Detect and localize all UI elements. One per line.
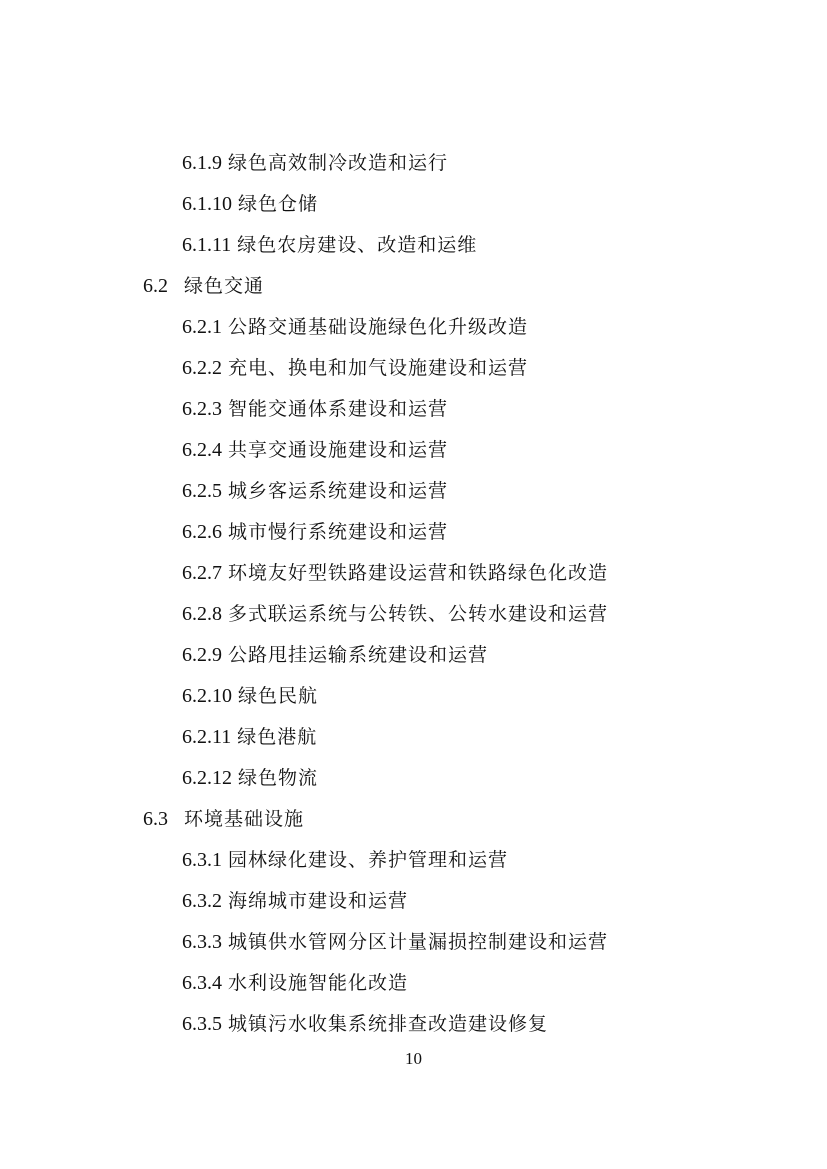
entry-text: 绿色仓储 — [238, 193, 319, 215]
entry-number: 6.2.7 — [182, 562, 222, 584]
entry-number: 6.3.3 — [182, 931, 222, 953]
entry-text: 城镇供水管网分区计量漏损控制建设和运营 — [228, 931, 609, 953]
toc-entry-6-1-11 — [182, 233, 477, 257]
toc-entry-6-2-6 — [182, 520, 448, 544]
toc-entry-6-2-3 — [182, 397, 448, 421]
section-number: 6.2 — [143, 275, 168, 297]
entry-text: 智能交通体系建设和运营 — [228, 398, 449, 420]
entry-text: 充电、换电和加气设施建设和运营 — [228, 357, 529, 379]
entry-number: 6.2.2 — [182, 357, 222, 379]
entry-text: 公路交通基础设施绿色化升级改造 — [228, 316, 529, 338]
toc-entry-6-2-8 — [182, 602, 608, 626]
entry-number: 6.2.5 — [182, 480, 222, 502]
entry-number: 6.2.1 — [182, 316, 222, 338]
entry-number: 6.2.9 — [182, 644, 222, 666]
page-number: 10 — [405, 1049, 422, 1068]
entry-text: 多式联运系统与公转铁、公转水建设和运营 — [228, 603, 609, 625]
toc-entry-6-2-2 — [182, 356, 528, 380]
entry-text: 城市慢行系统建设和运营 — [228, 521, 449, 543]
entry-number: 6.2.3 — [182, 398, 222, 420]
entry-text: 城镇污水收集系统排查改造建设修复 — [228, 1013, 549, 1035]
entry-text: 绿色物流 — [238, 767, 319, 789]
entry-number: 6.2.10 — [182, 685, 232, 707]
toc-entry-6-2-5 — [182, 479, 448, 503]
entry-text: 绿色港航 — [237, 726, 318, 748]
entry-text: 绿色民航 — [238, 685, 319, 707]
entry-text: 环境友好型铁路建设运营和铁路绿色化改造 — [228, 562, 609, 584]
entry-text: 水利设施智能化改造 — [228, 972, 409, 994]
entry-number: 6.3.2 — [182, 890, 222, 912]
entry-number: 6.1.9 — [182, 152, 222, 174]
toc-entry-6-2-7 — [182, 561, 608, 585]
toc-entry-6-3-2 — [182, 889, 408, 913]
toc-entry-6-1-10 — [182, 192, 318, 216]
entry-text: 城乡客运系统建设和运营 — [228, 480, 449, 502]
toc-entry-6-2-4 — [182, 438, 448, 462]
entry-text: 园林绿化建设、养护管理和运营 — [228, 849, 509, 871]
toc-entry-6-2-1 — [182, 315, 528, 339]
entry-number: 6.2.12 — [182, 767, 232, 789]
section-title: 绿色交通 — [184, 275, 265, 297]
entry-text: 海绵城市建设和运营 — [228, 890, 409, 912]
toc-entry-6-3-4 — [182, 971, 408, 995]
toc-entry-6-2-9 — [182, 643, 488, 667]
toc-entry-6-3-5 — [182, 1012, 548, 1036]
entry-text: 公路甩挂运输系统建设和运营 — [228, 644, 489, 666]
toc-entry-6-2-10 — [182, 684, 318, 708]
entry-number: 6.2.11 — [182, 726, 232, 748]
section-number: 6.3 — [143, 808, 168, 830]
toc-entry-6-2-12 — [182, 766, 318, 790]
section-heading-6-2 — [143, 274, 264, 298]
entry-text: 共享交通设施建设和运营 — [228, 439, 449, 461]
entry-number: 6.1.11 — [182, 234, 232, 256]
entry-number: 6.2.4 — [182, 439, 222, 461]
toc-entry-6-3-3 — [182, 930, 608, 954]
entry-number: 6.3.4 — [182, 972, 222, 994]
toc-entry-6-3-1 — [182, 848, 508, 872]
entry-number: 6.2.6 — [182, 521, 222, 543]
toc-entry-6-2-11 — [182, 725, 317, 749]
section-heading-6-3 — [143, 807, 304, 831]
section-title: 环境基础设施 — [184, 808, 305, 830]
entry-text: 绿色高效制冷改造和运行 — [228, 152, 449, 174]
entry-number: 6.2.8 — [182, 603, 222, 625]
entry-number: 6.3.5 — [182, 1013, 222, 1035]
entry-number: 6.1.10 — [182, 193, 232, 215]
entry-text: 绿色农房建设、改造和运维 — [237, 234, 478, 256]
entry-number: 6.3.1 — [182, 849, 222, 871]
toc-entry-6-1-9 — [182, 151, 448, 175]
